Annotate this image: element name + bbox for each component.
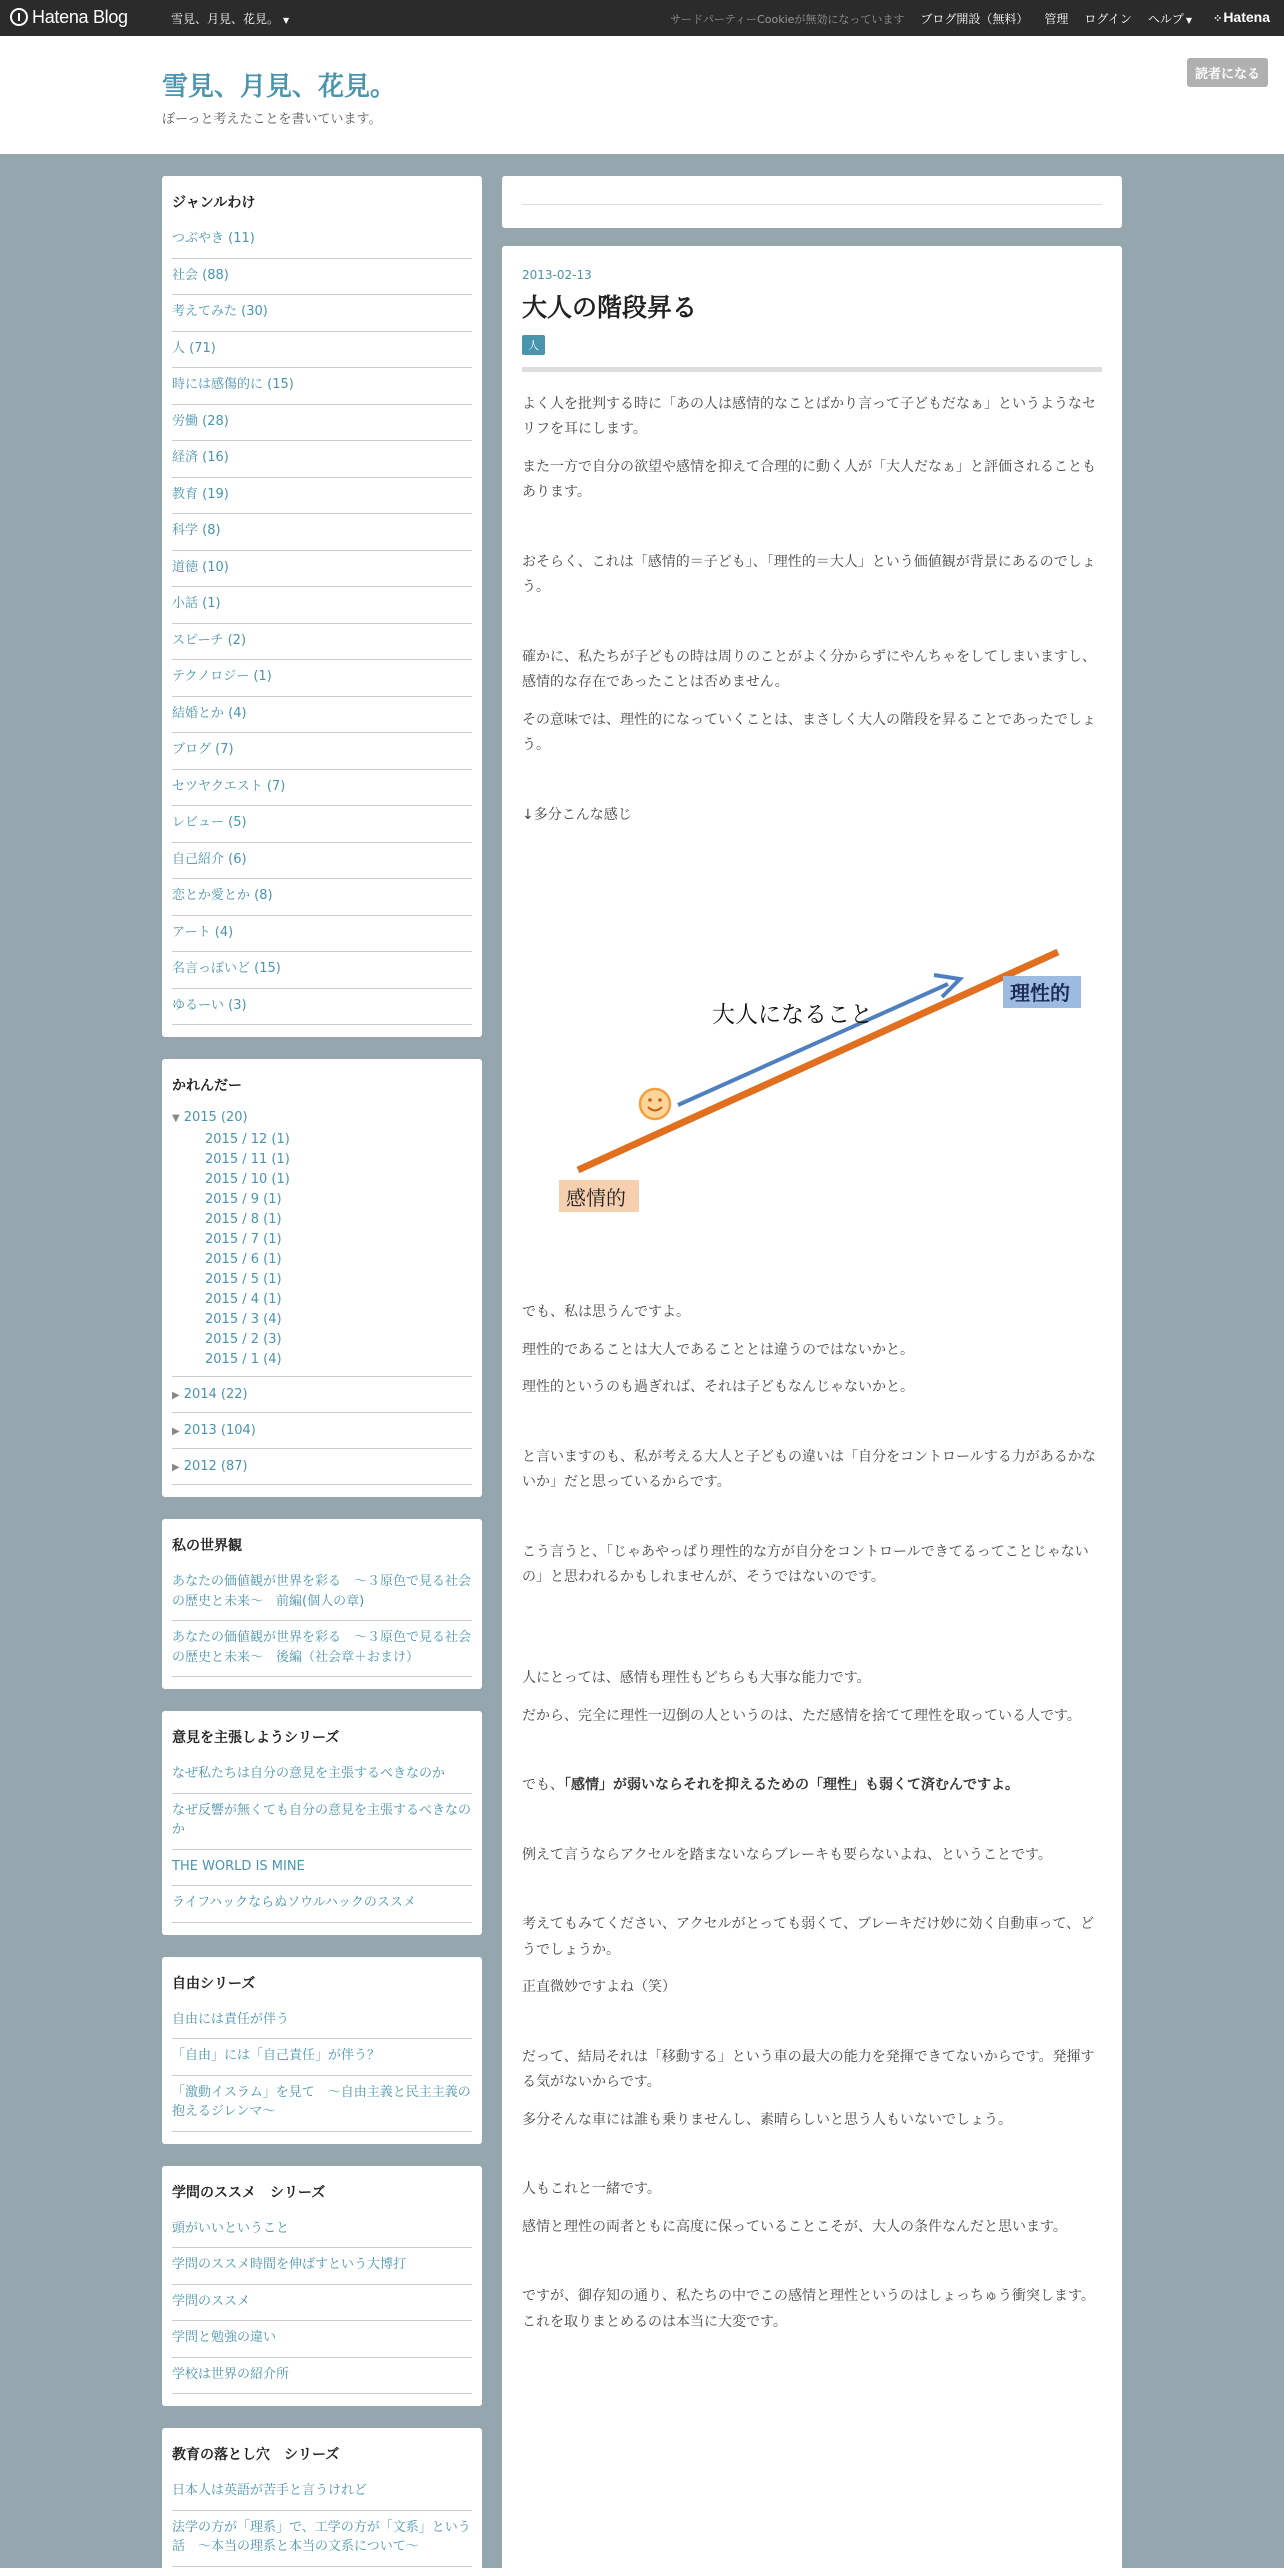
category-link[interactable]: ブログ (7) xyxy=(172,733,472,770)
hatena-brand-link[interactable]: ⁘ Hatena xyxy=(1213,9,1270,25)
category-link[interactable]: 考えてみた (30) xyxy=(172,295,472,332)
entry-diagram xyxy=(522,840,1102,1300)
module-title: ジャンルわけ xyxy=(172,195,256,211)
category-link[interactable]: セツヤクエスト (7) xyxy=(172,770,472,807)
module-title: かれんだー xyxy=(172,1078,242,1094)
calendar-month-link[interactable]: 2015 / 10 (1) xyxy=(205,1172,290,1187)
smiley-icon xyxy=(640,1089,670,1119)
series-link[interactable]: あなたの価値観が世界を彩る ～３原色で見る社会の歴史と未来～ 前編(個人の章) xyxy=(172,1565,472,1621)
nav-login[interactable]: ログイン xyxy=(1084,12,1132,26)
category-link[interactable]: 経済 (16) xyxy=(172,441,472,478)
category-link[interactable]: 道徳 (10) xyxy=(172,551,472,588)
education-list xyxy=(172,2474,472,2567)
series-link[interactable]: 頭がいいということ xyxy=(172,2212,472,2249)
paragraph: ですが、御存知の通り、私たちの中でこの感情と理性というのはしょっちゅう衝突します。これを取りまとめるのは本当に大変です。 xyxy=(522,2288,1095,2330)
paragraph: だから、完全に理性一辺倒の人というのは、ただ感情を捨てて理性を取っている人です。 xyxy=(522,1707,1081,1724)
series-link[interactable]: 学校は世界の紹介所 xyxy=(172,2358,472,2395)
calendar-month-link[interactable]: 2015 / 6 (1) xyxy=(205,1252,282,1267)
module-title: 私の世界観 xyxy=(172,1538,242,1554)
calendar-month-link[interactable]: 2015 / 5 (1) xyxy=(205,1272,282,1287)
entry-category-tag[interactable]: 人 xyxy=(522,335,545,355)
diagram-svg xyxy=(522,840,1102,1300)
slope-line xyxy=(578,952,1058,1170)
series-link[interactable]: あなたの価値観が世界を彩る ～３原色で見る社会の歴史と未来～ 後編（社会章＋おまけ） xyxy=(172,1621,472,1677)
entry-title[interactable]: 大人の階段昇る xyxy=(522,293,698,322)
top-module xyxy=(502,176,1122,228)
module-title: 学問のススメ シリーズ xyxy=(172,2184,326,2201)
global-nav xyxy=(670,10,1192,27)
calendar-year-closed[interactable]: ▶ 2012 (87) xyxy=(172,1449,472,1485)
calendar-month-link[interactable]: 2015 / 2 (3) xyxy=(205,1332,282,1347)
triangle-down-icon: ▼ xyxy=(172,1113,180,1124)
series-link[interactable]: ライフハックならぬソウルハックのススメ xyxy=(172,1886,472,1923)
category-link[interactable]: 時には感傷的に (15) xyxy=(172,368,472,405)
series-link[interactable]: 「自由」には「自己責任」が伴う？ xyxy=(172,2039,472,2076)
blog-description: ぼーっと考えたことを書いています。 xyxy=(162,112,382,127)
category-link[interactable]: 恋とか愛とか (8) xyxy=(172,879,472,916)
category-list xyxy=(172,222,472,1025)
paragraph: だって、結局それは「移動する」という車の最大の能力を発揮できてないからです。発揮する気がないからです。 xyxy=(522,2048,1095,2091)
series-link[interactable]: 法学の方が「理系」で、工学の方が「文系」という話 ～本当の理系と本当の文系について～ xyxy=(172,2511,472,2567)
series-link[interactable]: 日本人は英語が苦手と言うけれど xyxy=(172,2474,472,2511)
calendar-month-link[interactable]: 2015 / 9 (1) xyxy=(205,1192,282,1207)
paragraph: 人もこれと一緒です。 xyxy=(522,2181,661,2198)
calendar-year-closed[interactable]: ▶ 2013 (104) xyxy=(172,1413,472,1449)
module-freedom-series xyxy=(162,1957,482,2144)
series-link[interactable]: 学問と勉強の違い xyxy=(172,2321,472,2358)
paragraph: でも、私は思うんですよ。 xyxy=(522,1304,690,1321)
opinion-list xyxy=(172,1757,472,1923)
module-title: 意見を主張しようシリーズ xyxy=(172,1730,340,1746)
sidebar xyxy=(162,176,482,2568)
triangle-right-icon: ▶ xyxy=(172,1426,180,1437)
category-link[interactable]: つぶやき (11) xyxy=(172,222,472,259)
triangle-right-icon: ▶ xyxy=(172,1462,180,1473)
paragraph: 多分そんな車には誰も乗りませんし、素晴らしいと思う人もいないでしょう。 xyxy=(522,2111,1012,2128)
calendar-month-link[interactable]: 2015 / 4 (1) xyxy=(205,1292,282,1307)
entry-date[interactable]: 2013-02-13 xyxy=(522,268,592,282)
calendar-month-link[interactable]: 2015 / 8 (1) xyxy=(205,1212,282,1227)
rational-label: 理性的 xyxy=(1010,981,1070,1006)
paragraph: 確かに、私たちが子どもの時は周りのことがよく分からずにやんちゃをしてしまいますし、感情的な存在であったことは否めません。 xyxy=(522,648,1096,691)
paragraph: よく人を批判する時に「あの人は感情的なことばかり言って子どもだなぁ」というようなセリフを耳にします。 xyxy=(522,396,1096,438)
series-link[interactable]: なぜ反響が無くても自分の意見を主張するべきなのか xyxy=(172,1794,472,1850)
caret-down-icon: ▼ xyxy=(283,16,290,25)
category-link[interactable]: 自己紹介 (6) xyxy=(172,843,472,880)
module-study-series xyxy=(162,2166,482,2407)
hatena-blog-logo[interactable]: Hatena Blog xyxy=(10,7,128,28)
global-header xyxy=(0,0,1284,36)
category-link[interactable]: 名言っぽいど (15) xyxy=(172,952,472,989)
calendar-month-link[interactable]: 2015 / 11 (1) xyxy=(205,1152,290,1167)
emotional-label: 感情的 xyxy=(566,1186,626,1211)
category-link[interactable]: 小話 (1) xyxy=(172,587,472,624)
series-link[interactable]: 「激動イスラム」を見て ～自由主義と民主主義の抱えるジレンマ～ xyxy=(172,2076,472,2132)
calendar-year-closed[interactable]: ▶ 2014 (22) xyxy=(172,1377,472,1413)
module-worldview xyxy=(162,1519,482,1689)
paragraph: 考えてもみてください、アクセルがとっても弱くて、ブレーキだけ妙に効く自動車って、どうでしょうか。 xyxy=(522,1916,1095,1958)
calendar-month-link[interactable]: 2015 / 7 (1) xyxy=(205,1232,282,1247)
paragraph: 感情と理性の両者ともに高度に保っていることこそが、大人の条件なんだと思います。 xyxy=(522,2218,1067,2235)
category-link[interactable]: 結婚とか (4) xyxy=(172,697,472,734)
cookie-notice: サードパーティーCookieが無効になっています xyxy=(670,13,905,26)
title-divider xyxy=(522,367,1102,372)
category-link[interactable]: テクノロジー (1) xyxy=(172,660,472,697)
calendar-month-link[interactable]: 2015 / 3 (4) xyxy=(205,1312,282,1327)
category-link[interactable]: 教育 (19) xyxy=(172,478,472,515)
category-link[interactable]: 科学 (8) xyxy=(172,514,472,551)
module-categories xyxy=(162,176,482,1037)
blog-switcher[interactable]: 雪見、月見、花見。 ▼ xyxy=(171,12,290,26)
series-link[interactable]: 学問のススメ時間を伸ばすという大博打 xyxy=(172,2248,472,2285)
entry xyxy=(502,246,1122,2568)
emphasis: 「感情」が弱いならそれを抑えるための「理性」も弱くて済むんですよ。 xyxy=(564,1777,1019,1794)
study-list xyxy=(172,2212,472,2395)
main-column xyxy=(502,176,1122,2568)
calendar-year-open[interactable]: ▼ 2015 (20) xyxy=(172,1110,248,1125)
category-link[interactable]: ゆるーい (3) xyxy=(172,989,472,1026)
paragraph: 正直微妙ですよね（笑） xyxy=(522,1979,676,1996)
nav-admin[interactable]: 管理 xyxy=(1044,12,1069,26)
caret-down-icon: ▼ xyxy=(1185,16,1192,25)
module-education-series xyxy=(162,2428,482,2568)
module-title: 教育の落とし穴 シリーズ xyxy=(172,2447,340,2463)
blog-header xyxy=(0,36,1284,154)
paragraph: その意味では、理性的になっていくことは、まさしく大人の階段を昇ることであったでしょう。 xyxy=(522,711,1096,754)
nav-start-blog[interactable]: ブログ開設（無料） xyxy=(920,12,1029,26)
triangle-right-icon: ▶ xyxy=(172,1390,180,1401)
paragraph: と言いますのも、私が考える大人と子どもの違いは「自分をコントロールする力があるかないか」だと思っているからです。 xyxy=(522,1448,1096,1491)
freedom-list xyxy=(172,2003,472,2132)
module-opinion-series xyxy=(162,1711,482,1935)
paragraph: こう言うと、「じゃあやっぱり理性的な方が自分をコントロールできてるってことじゃないの」と思われるかもしれませんが、そうではないのです。 xyxy=(522,1543,1089,1585)
category-link[interactable]: アート (4) xyxy=(172,916,472,953)
series-link[interactable]: 学問のススメ xyxy=(172,2285,472,2322)
series-link[interactable]: 自由には責任が伴う xyxy=(172,2003,472,2040)
category-link[interactable]: 人 (71) xyxy=(172,332,472,369)
paragraph: 理性的であることは大人であることとは違うのではないかと。 xyxy=(522,1341,914,1358)
category-link[interactable]: レビュー (5) xyxy=(172,806,472,843)
category-link[interactable]: 社会 (88) xyxy=(172,259,472,296)
category-link[interactable]: スピーチ (2) xyxy=(172,624,472,661)
hatena-dots-icon: ⁘ xyxy=(1213,13,1221,25)
module-calendar xyxy=(162,1059,482,1497)
calendar-closed-years xyxy=(172,1377,472,1485)
series-link[interactable]: なぜ私たちは自分の意見を主張するべきなのか xyxy=(172,1757,472,1794)
paragraph: また一方で自分の欲望や感情を抑えて合理的に動く人が「大人だなぁ」と評価されることもあります。 xyxy=(522,458,1096,501)
paragraph: でも、「感情」が弱いならそれを抑えるための「理性」も弱くて済むんですよ。 xyxy=(522,1777,1019,1794)
blog-title[interactable]: 雪見、月見、花見。 xyxy=(162,72,397,102)
module-title: 自由シリーズ xyxy=(172,1975,256,1992)
category-link[interactable]: 労働 (28) xyxy=(172,405,472,442)
calendar-month-link[interactable]: 2015 / 1 (4) xyxy=(205,1352,282,1367)
subscribe-button[interactable]: 読者になる xyxy=(1187,58,1268,87)
paragraph: 例えて言うならアクセルを踏まないならブレーキも要らないよね、ということです。 xyxy=(522,1846,1052,1863)
arrow-label: 大人になること xyxy=(712,1002,873,1029)
divider xyxy=(522,204,1102,205)
paragraph: 理性的というのも過ぎれば、それは子どもなんじゃないかと。 xyxy=(522,1379,914,1396)
nav-help[interactable]: ヘルプ ▼ xyxy=(1147,12,1192,26)
worldview-list xyxy=(172,1565,472,1677)
hatena-logo-icon xyxy=(10,8,28,26)
paragraph: おそらく、これは「感情的＝子ども」、「理性的＝大人」という価値観が背景にあるのでしょう。 xyxy=(522,553,1096,596)
series-link[interactable]: THE WORLD IS MINE xyxy=(172,1850,472,1887)
calendar-month-list xyxy=(172,1130,472,1377)
paragraph: ↓多分こんな感じ xyxy=(522,806,632,823)
paragraph: 人にとっては、感情も理性もどちらも大事な能力です。 xyxy=(522,1670,871,1687)
calendar-month-link[interactable]: 2015 / 12 (1) xyxy=(205,1132,290,1147)
